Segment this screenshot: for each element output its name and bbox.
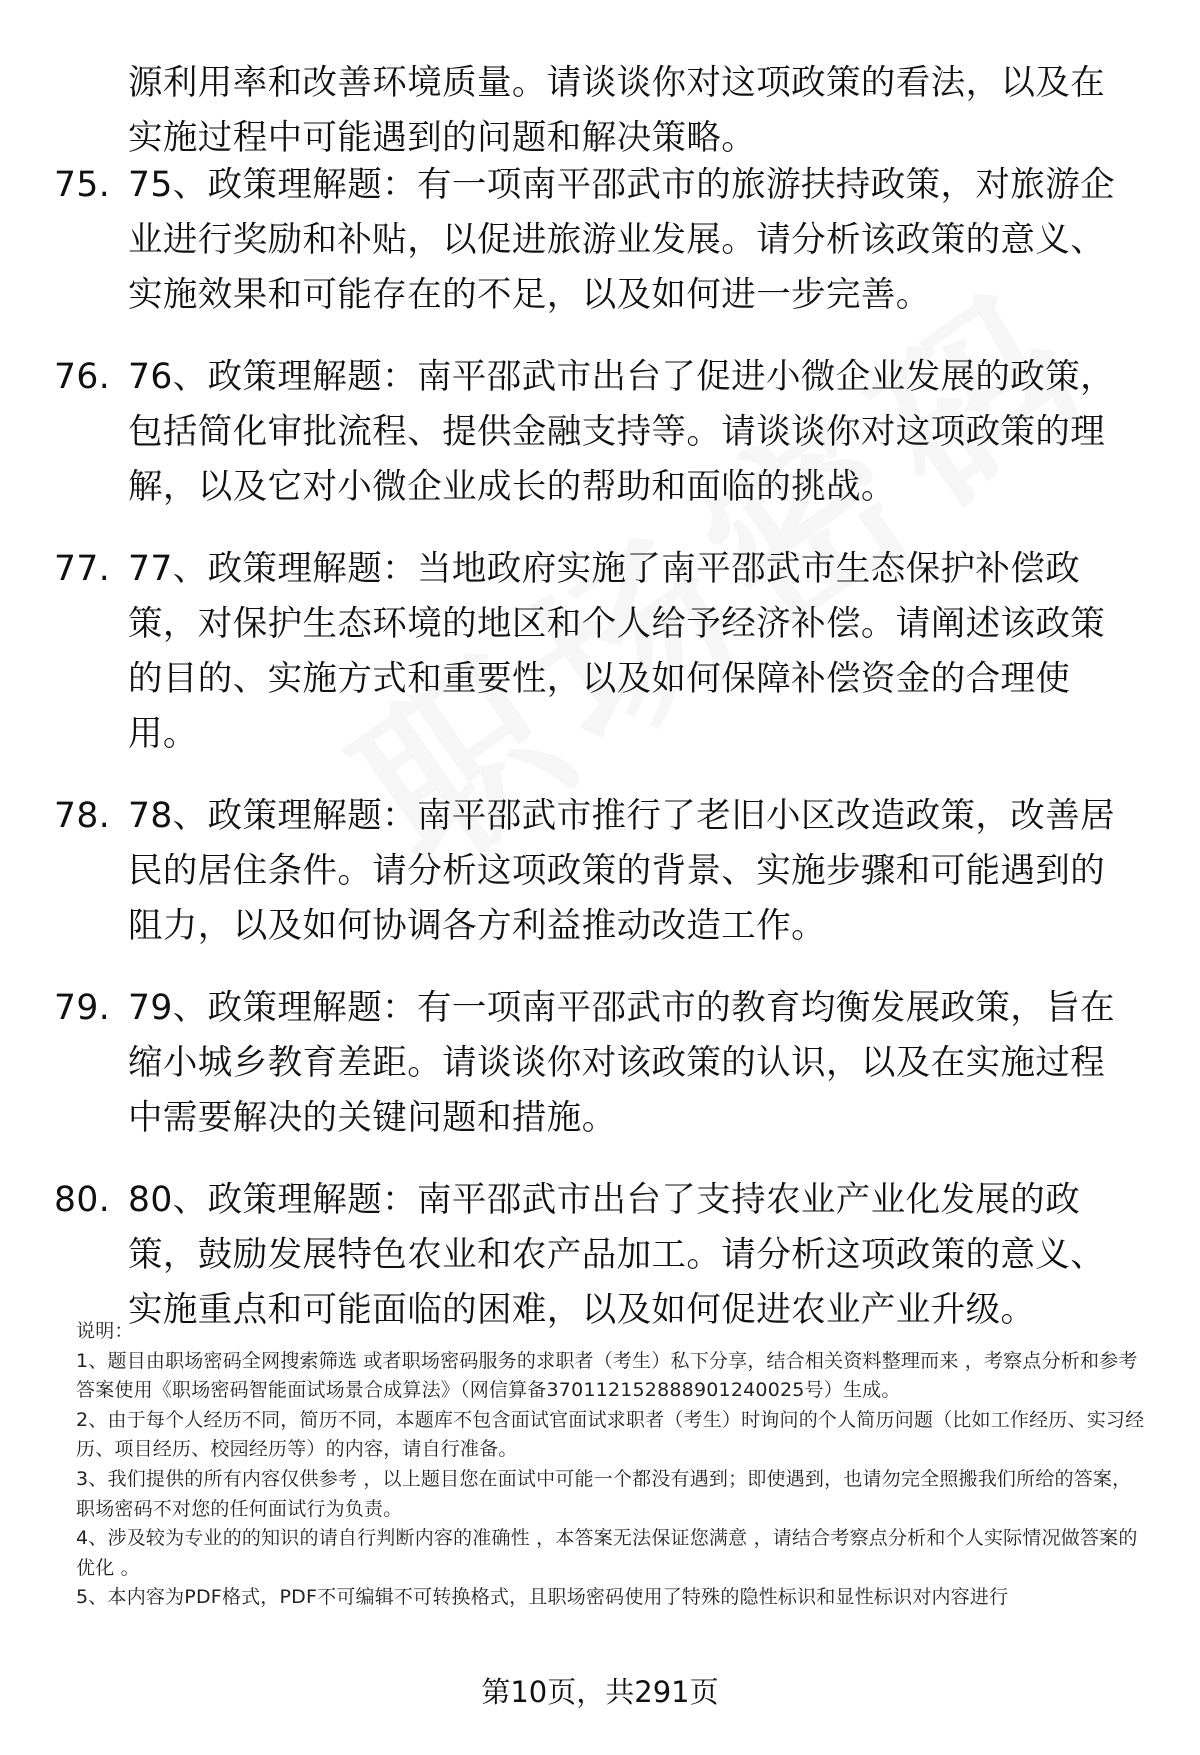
note-item: 3、我们提供的所有内容仅供参考 ，以上题目您在面试中可能一个都没有遇到；即使遇到，也请勿完全照搬我们所给的答案，职场密码不对您的任何面试行为负责。 — [76, 1467, 1132, 1520]
question-number: 79. — [54, 988, 111, 1028]
question-item — [0, 789, 1200, 954]
note-item: 2、由于每个人经历不同，简历不同，本题库不包含面试官面试求职者（考生）时询问的个人简历问题（比如工作经历、实习经历、项目经历、校园经历等）的内容，请自行准备。 — [76, 1408, 1145, 1461]
question-text: 75、政策理解题：有一项南平邵武市的旅游扶持政策，对旅游企业进行奖励和补贴，以促进旅游业发展。请分析该政策的意义、实施效果和可能存在的不足，以及如何进一步完善。 — [128, 165, 1115, 315]
question-item — [0, 981, 1200, 1146]
note-item: 1、题目由职场密码全网搜索筛选 或者职场密码服务的求职者（考生）私下分享，结合相关资料整理而来 ，考察点分析和参考答案使用《职场密码智能面试场景合成算法》（网信算备370112152888901240025号）生成。 — [76, 1349, 1138, 1402]
question-text: 76、政策理解题：南平邵武市出台了促进小微企业发展的政策，包括简化审批流程、提供金融支持等。请谈谈你对这项政策的理解，以及它对小微企业成长的帮助和面临的挑战。 — [128, 357, 1115, 507]
question-item — [0, 350, 1200, 515]
question-text: 79、政策理解题：有一项南平邵武市的教育均衡发展政策，旨在缩小城乡教育差距。请谈谈你对该政策的认识，以及在实施过程中需要解决的关键问题和措施。 — [128, 988, 1115, 1138]
note-item: 5、本内容为PDF格式，PDF不可编辑不可转换格式，且职场密码使用了特殊的隐性标识和显性标识对内容进行 — [76, 1586, 1009, 1609]
notes-heading: 说明： — [76, 1320, 134, 1342]
question-text: 78、政策理解题：南平邵武市推行了老旧小区改造政策，改善居民的居住条件。请分析这项政策的背景、实施步骤和可能遇到的阻力，以及如何协调各方利益推动改造工作。 — [128, 796, 1115, 946]
question-text: 80、政策理解题：南平邵武市出台了支持农业产业化发展的政策，鼓励发展特色农业和农产品加工。请分析这项政策的意义、实施重点和可能面临的困难，以及如何促进农业产业升级。 — [128, 1180, 1106, 1330]
question-text: 77、政策理解题：当地政府实施了南平邵武市生态保护补偿政策，对保护生态环境的地区和个人给予经济补偿。请阐述该政策的目的、实施方式和重要性，以及如何保障补偿资金的合理使用。 — [128, 549, 1106, 754]
note-item: 4、涉及较为专业的的知识的请自行判断内容的准确性 ，本答案无法保证您满意 ，请结合考察点分析和个人实际情况做答案的优化 。 — [76, 1527, 1138, 1579]
question-item — [0, 542, 1200, 762]
question-list — [0, 158, 1200, 1365]
question-number: 78. — [54, 796, 111, 836]
page-number-footer: 第10页，共291页 — [481, 1675, 719, 1709]
question-item — [0, 1173, 1200, 1338]
continuation-paragraph: 源利用率和改善环境质量。请谈谈你对这项政策的看法，以及在实施过程中可能遇到的问题和解决策略。 — [128, 63, 1106, 158]
question-number: 76. — [54, 357, 111, 397]
question-number: 77. — [54, 549, 111, 589]
notes-section — [76, 1317, 1146, 1613]
question-item — [0, 158, 1200, 323]
question-number: 80. — [54, 1180, 111, 1220]
question-number: 75. — [54, 165, 111, 205]
